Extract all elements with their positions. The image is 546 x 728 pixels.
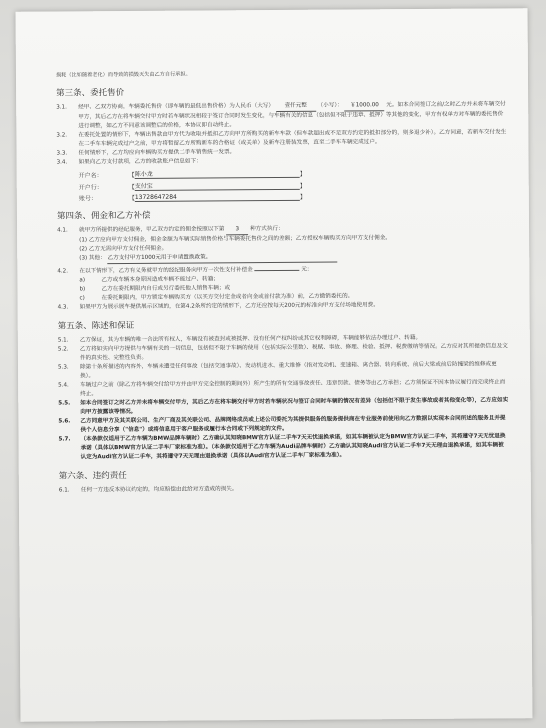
item-marker: a) bbox=[79, 277, 86, 284]
field-label: 开户行： bbox=[78, 183, 103, 191]
bracket-close: 】 bbox=[299, 193, 306, 201]
price-in-figures: ￥1000.00 bbox=[344, 101, 384, 111]
clause-number: 5.6. bbox=[58, 418, 71, 425]
clause-text: 乙方将如实向甲方提供与车辆有关的一切信息，包括但不限于车辆的使用（包括实际公里数）、税赋、事故、修理、检验、抵押、税费缴纳等情况。乙方应对其所提供信息及文件的真实性、完整性负责。 bbox=[79, 343, 508, 362]
clause-number: 3.3. bbox=[56, 150, 68, 157]
clause-text: 元。如本合同签订之前/之时乙方并未将车辆交付甲方，其后乙方在将车辆交付甲方时若车辆状况相较于签订合同时发生变化，与车辆有关的信息（包括但不限于违章、抵押）等其他的变化，甲方有权单方对车辆的委托售价进行调整，如乙方不同意该调整后的价格，本协议即自动终止。 bbox=[78, 101, 506, 130]
item-marker: b) bbox=[79, 286, 86, 293]
price-in-words: 壹仟元整 bbox=[276, 102, 316, 112]
clause-text: （小写）： bbox=[317, 102, 343, 109]
section5-title: 第五条、陈述和保证 bbox=[57, 320, 135, 332]
section4-title: 第四条、佣金和乙方补偿 bbox=[56, 210, 151, 222]
clause-text: （本条款仅适用于乙方车辆为BMW品牌车辆时）乙方确认其知晓BMW官方认证二手车7天无忧退换承诺，如其车辆被认定为BMW官方认证二手车，其将遵守7天无忧退换承诺（具体以BMW官方认证二手车厂家标准为准）。（本条款仅适用于乙方车辆为Audi品牌车辆时）乙方确认其知晓Audi官方认证二手车7天无理由退换承诺，如其车辆被认定为Audi官方认证二手车，其将遵守7天无理由退换承诺（具体以Audi官方认证二手车厂家标准为准）。 bbox=[80, 433, 506, 461]
section3-title: 第三条、委托售价 bbox=[56, 88, 125, 99]
clause-text: 任何情形下，乙方均应向车辆购买方提供二手车销售统一发票。 bbox=[78, 149, 236, 157]
clause-5-7 bbox=[58, 432, 508, 462]
bracket-open: 【 bbox=[128, 194, 135, 203]
clause-text: 在委托处置的情形下，车辆出售款由甲方代为收取并抵扣乙方向甲方所购买的新车车款（但车款超出或不足双方约定的抵扣部分的，则多退少补）。乙方同意，若新车交付发生在二手车车辆完成过户之前，甲方将暂留乙方所购新车的合格证（或关单）及新车注册装发票，直至二手车车辆完成过户。 bbox=[78, 129, 507, 148]
clause-text: 如本合同签订之时乙方并未将车辆交付甲方，其后乙方在将车辆交付甲方时若车辆状况与签订合同时车辆的情况有差异（包括但不限于发生事故或者其他变化等），乙方应如实向甲方披露该等情况。 bbox=[80, 397, 509, 416]
clause-number: 5.7. bbox=[58, 436, 71, 443]
account-owner-value: 陈小龙 bbox=[135, 168, 300, 179]
clause-number: 5.5. bbox=[58, 400, 71, 407]
commission-option-1: (1) 乙方应向甲方支付佣金，佣金金额为车辆实际销售价格与车辆委托售价之间的差额；乙方授权车辆购买方向甲方支付佣金。 bbox=[79, 235, 391, 244]
clause-number: 5.2. bbox=[57, 346, 69, 353]
commission-option-3 bbox=[79, 251, 507, 264]
bank-value: 支付宝 bbox=[135, 180, 300, 191]
clause-4-3 bbox=[58, 300, 508, 312]
contract-body bbox=[56, 68, 509, 495]
clause-text: 乙方同意甲方及其关联公司、生产厂商及其关联公司、品牌网络成员或上述公司委托为其提供服务的服务提供商在专业服务前使用向乙方数据以实现本合同所述的服务且并提供个人信息分享（"信息"）或将信息用于客户服务或履行本合同或下列规定的文件。 bbox=[80, 415, 506, 434]
bracket-open: 【 bbox=[128, 183, 135, 191]
clause-text: 如果甲方为展示展车提供展示区域的，在第4.2条所约定的情形下，乙方还应按每天200元的标准向甲方支付场地使用费。 bbox=[79, 302, 379, 311]
clause-number: 4.2. bbox=[57, 268, 69, 275]
clause-number: 3.1. bbox=[56, 104, 67, 111]
clause-number: 3.4. bbox=[56, 159, 68, 166]
clause-text: 乙方在委托期限内自行或另行委托他人销售车辆；或 bbox=[101, 285, 231, 293]
clause-number: 3.2. bbox=[56, 132, 68, 139]
clause-text: 经甲、乙双方协商，车辆委托售价（即车辆的最低出售价格）为人民币（大写） bbox=[78, 102, 275, 111]
clause-3-2 bbox=[56, 128, 506, 149]
option-3-value: 乙方支付甲方1000元用于申请置换政策。 bbox=[107, 253, 337, 265]
bracket-close: 】 bbox=[299, 182, 306, 190]
clause-text: 种方式执行： bbox=[250, 225, 284, 233]
clause-text: 任何一方违反本协议约定的，均应赔偿由此给对方造成的损失。 bbox=[80, 486, 238, 494]
commission-option-2: (2) 乙方无需向甲方支付任何佣金。 bbox=[79, 245, 168, 253]
account-number-value: 13728647284 bbox=[135, 192, 300, 201]
clause-number: 6.1. bbox=[58, 487, 70, 494]
clause-number: 5.1. bbox=[57, 337, 69, 344]
bracket-open: 【 bbox=[128, 171, 135, 179]
clause-number: 5.4. bbox=[58, 382, 69, 389]
clause-number: 5.3. bbox=[57, 364, 69, 371]
item-marker: c) bbox=[79, 295, 85, 302]
clause-text: 乙方或车辆本身原因造成车辆不能过户、转籍； bbox=[101, 276, 219, 284]
clause-number: 4.1. bbox=[57, 227, 68, 234]
clause-6-1 bbox=[59, 483, 509, 495]
clause-text: 在委托期限内，甲方锁定车辆购买方（以买方交付定金或者向金或首付款为准）前，乙方撤销委托的。 bbox=[101, 293, 354, 302]
bracket-close: 】 bbox=[299, 170, 306, 178]
top-note: 损耗（比如随着老化）而导致的损毁灭失由乙方自行承担。 bbox=[55, 71, 191, 79]
field-label: 开户名： bbox=[78, 171, 103, 179]
clause-text: 在以下情形下，乙方有义务就甲方的经纪服务向甲方一次性支付补偿金 bbox=[79, 267, 253, 275]
account-owner-field bbox=[79, 166, 507, 179]
clause-text: 元： bbox=[301, 266, 313, 273]
field-label: 账号： bbox=[78, 195, 97, 203]
clause-text: 如果向乙方支付款项，乙方的收款账户信息如下： bbox=[78, 158, 202, 166]
bank-field bbox=[79, 178, 507, 191]
section6-title: 第六条、违约责任 bbox=[58, 471, 127, 482]
clause-number: 4.3. bbox=[57, 304, 69, 311]
option-label: (3) 其他： bbox=[79, 255, 106, 262]
clause-text: 乙方保证，其为车辆的唯一合法所有权人，车辆没有被查封或被抵押、没有任何产权纠纷或其它权利障碍，车辆能够依法办理过户、转籍。 bbox=[79, 334, 422, 344]
commission-choice: 3 bbox=[226, 225, 248, 235]
clause-text: 除第十条所描述的内容外，车辆未遭受任何事故（包括交通事故）、发动机进水、重大维修（指对发动机、变速箱、离合器、转向系统、前后大梁或前后防撞梁的维修或更换）。 bbox=[79, 361, 497, 380]
compensation-blank bbox=[255, 270, 300, 271]
clause-3-4 bbox=[57, 155, 507, 167]
account-number-field bbox=[79, 190, 507, 202]
clause-text: 就甲方所提供的经纪服务，甲乙双方约定的佣金按照以下第 bbox=[79, 226, 225, 234]
clause-text: 车辆过户之前（除乙方将车辆交付给甲方并由甲方完全控制的期间外）所产生的所有交通事故责任、违章罚款、债务等由乙方承担；乙方须保证不因本协议履行而完成终止而终止。 bbox=[80, 379, 506, 398]
clause-3-1 bbox=[56, 100, 506, 131]
contract-page bbox=[16, 8, 533, 722]
